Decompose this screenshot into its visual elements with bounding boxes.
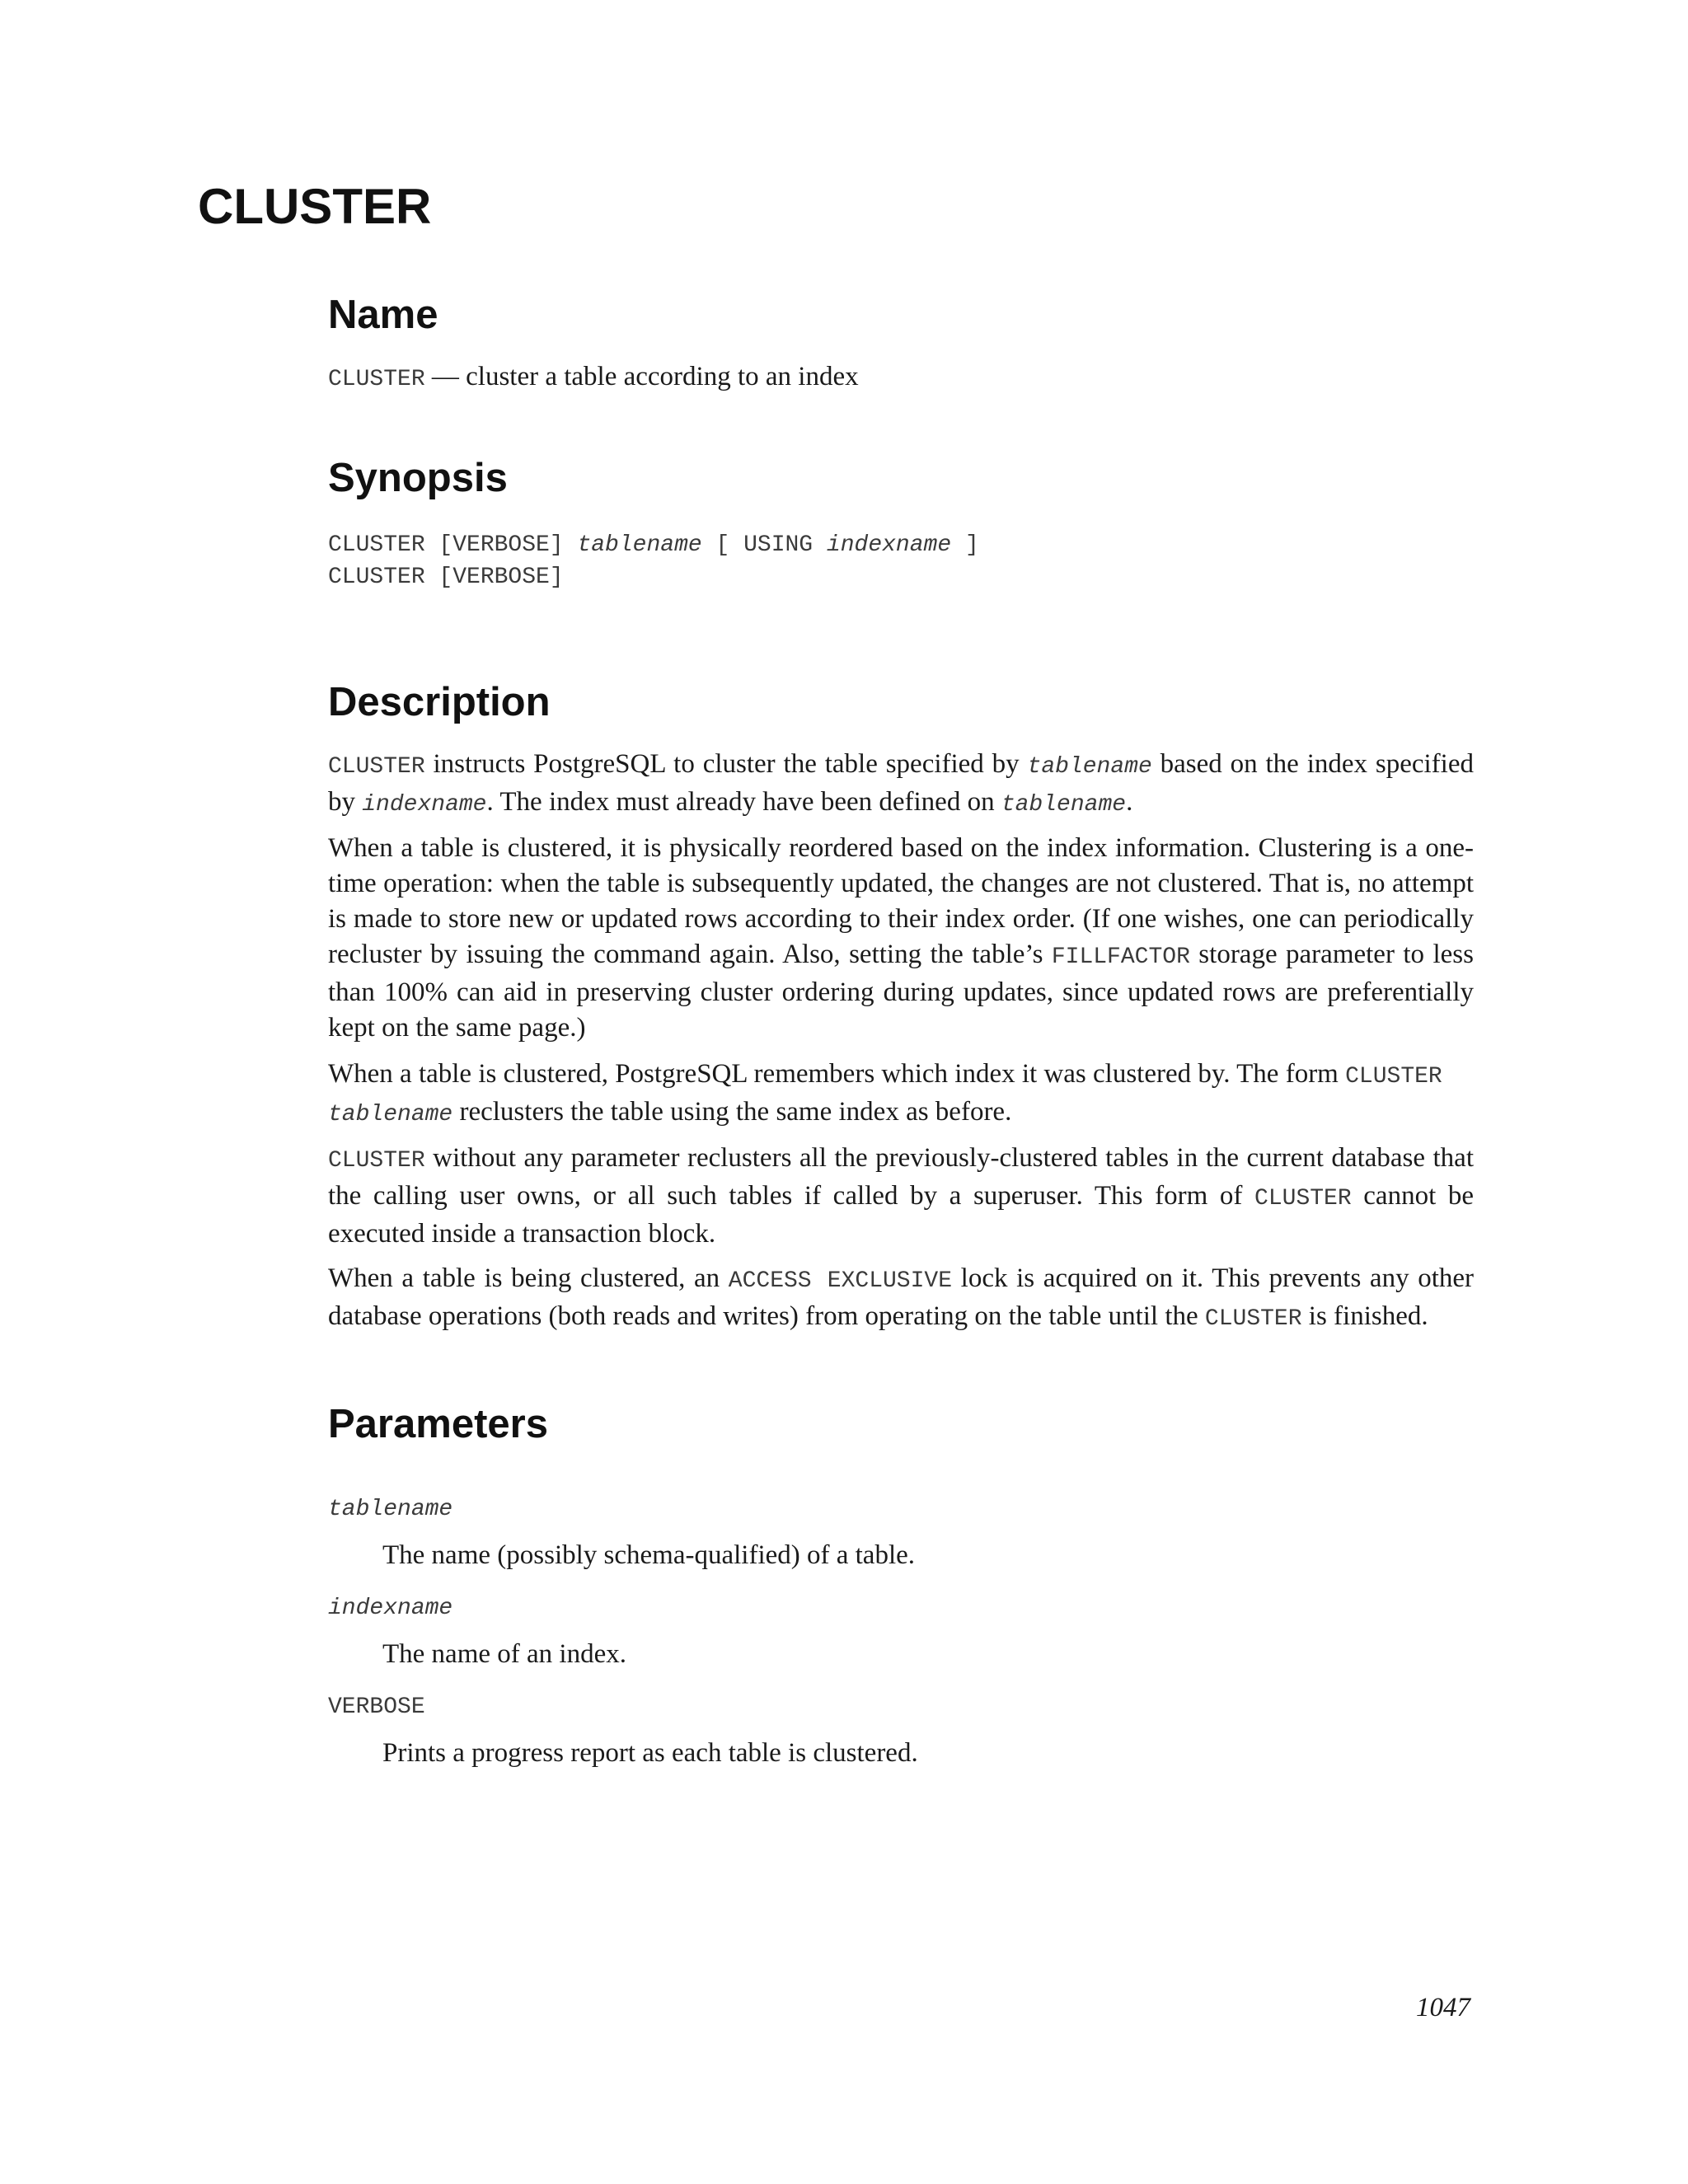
text: When a table is being clustered, an — [328, 1263, 729, 1293]
param-term-indexname: indexname — [328, 1596, 453, 1621]
synopsis-suffix: ] — [951, 532, 979, 558]
text: reclusters the table using the same index as before. — [452, 1097, 1012, 1127]
code-cluster: CLUSTER — [328, 754, 425, 780]
text: is finished. — [1301, 1301, 1428, 1331]
description-paragraph-3 — [328, 1057, 1474, 1132]
description-paragraph-1 — [328, 747, 1474, 823]
var-tablename: tablename — [328, 1102, 453, 1127]
text: without any parameter reclusters all the previously-clustered tables in the current database that the calling user owns, or all such tables if called by a superuser. This form of — [328, 1143, 1474, 1211]
description-paragraph-2 — [328, 831, 1474, 1046]
var-tablename: tablename — [1001, 792, 1127, 818]
description-paragraph-5 — [328, 1261, 1474, 1337]
code-cluster: CLUSTER — [328, 1148, 425, 1174]
param-term-tablename: tablename — [328, 1497, 453, 1522]
param-term-verbose: VERBOSE — [328, 1694, 425, 1720]
synopsis-middle: [ USING — [701, 532, 827, 558]
code-cluster: CLUSTER — [1204, 1306, 1302, 1332]
synopsis-block — [328, 529, 979, 593]
text: . The index must already have been defined on — [486, 787, 1001, 817]
page-title: CLUSTER — [198, 179, 432, 234]
synopsis-heading: Synopsis — [328, 456, 508, 500]
synopsis-line-2: CLUSTER [VERBOSE] — [328, 565, 564, 590]
param-def-tablename: The name (possibly schema-qualified) of a table. — [382, 1540, 916, 1570]
text: instructs PostgreSQL to cluster the table specified by — [424, 749, 1028, 779]
parameters-heading: Parameters — [328, 1402, 548, 1446]
text: based on the index specified by — [328, 749, 1474, 817]
var-indexname: indexname — [362, 792, 487, 818]
code-cluster: CLUSTER — [1345, 1064, 1442, 1090]
code-cluster: CLUSTER — [1254, 1186, 1352, 1212]
text: lock is acquired on it. This prevents any other database operations (both reads and writes) from operating on the table until the — [328, 1263, 1475, 1331]
name-heading: Name — [328, 293, 438, 337]
param-def-indexname: The name of an index. — [382, 1639, 626, 1669]
var-tablename: tablename — [1027, 754, 1152, 780]
text: When a table is clustered, PostgreSQL remembers which index it was clustered by. The form — [328, 1059, 1346, 1089]
text: cannot be executed inside a transaction block. — [328, 1181, 1475, 1249]
synopsis-param-tablename: tablename — [577, 532, 702, 558]
code-access-exclusive: ACCESS EXCLUSIVE — [728, 1268, 953, 1294]
text: . — [1126, 787, 1133, 817]
command-purpose: — cluster a table according to an index — [424, 362, 859, 391]
page-number: 1047 — [1416, 1993, 1470, 2022]
synopsis-prefix: CLUSTER [VERBOSE] — [328, 532, 578, 558]
description-paragraph-4 — [328, 1141, 1474, 1252]
text: storage parameter to less than 100% can aid in preserving cluster ordering during updates, since updated rows are preferentially kept on the same page.) — [328, 940, 1474, 1043]
code-fillfactor: FILLFACTOR — [1051, 944, 1190, 970]
name-line — [328, 359, 859, 397]
text: When a table is clustered, it is physically reordered based on the index information. Clustering is a one-time operation: when the table is subsequently updated, the changes are not clustered. That is, no attempt is made to store new or updated rows according to their index order. (If one wishes, one can periodically recluster by issuing the command again. Also, setting the table’s — [328, 833, 1474, 969]
synopsis-line-1 — [328, 532, 979, 558]
param-def-verbose: Prints a progress report as each table is clustered. — [382, 1738, 918, 1768]
command-name: CLUSTER — [328, 367, 425, 392]
synopsis-param-indexname: indexname — [826, 532, 952, 558]
description-heading: Description — [328, 680, 551, 724]
